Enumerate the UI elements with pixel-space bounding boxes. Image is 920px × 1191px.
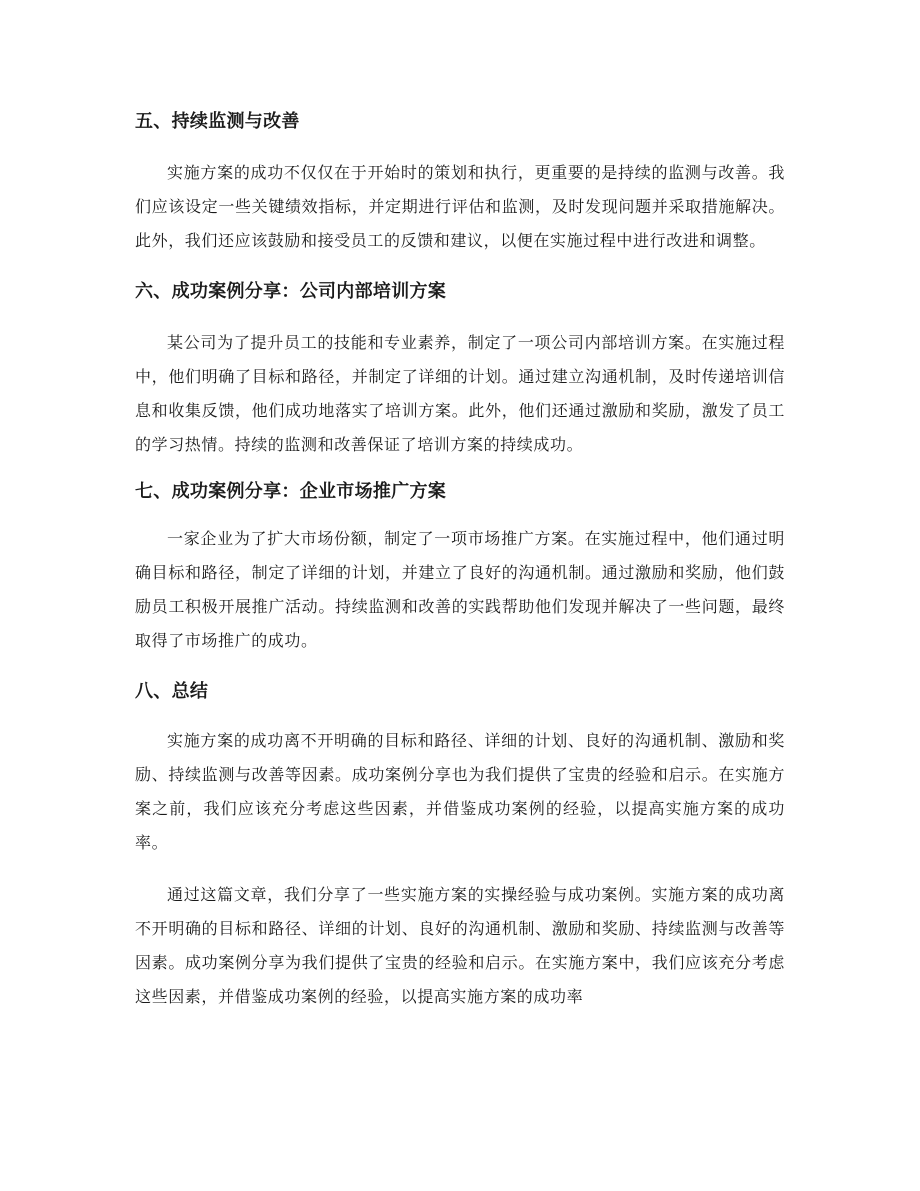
section-paragraph-5: 实施方案的成功不仅仅在于开始时的策划和执行，更重要的是持续的监测与改善。我们应该设定一些关键绩效指标，并定期进行评估和监测，及时发现问题并采取措施解决。此外，我们还应该鼓励和接受员工的反馈和建议，以便在实施过程中进行改进和调整。 — [135, 163, 785, 250]
section-heading-6: 六、成功案例分享：公司内部培训方案 — [135, 281, 447, 302]
section-paragraph-6: 某公司为了提升员工的技能和专业素养，制定了一项公司内部培训方案。在实施过程中，他们明确了目标和路径，并制定了详细的计划。通过建立沟通机制，及时传递培训信息和收集反馈，他们成功地落实了培训方案。此外，他们还通过激励和奖励，激发了员工的学习热情。持续的监测和改善保证了培训方案的持续成功。 — [135, 333, 785, 454]
summary-paragraph-1: 实施方案的成功离不开明确的目标和路径、详细的计划、良好的沟通机制、激励和奖励、持续监测与改善等因素。成功案例分享也为我们提供了宝贵的经验和启示。在实施方案之前，我们应该充分考虑这些因素，并借鉴成功案例的经验，以提高实施方案的成功率。 — [135, 731, 785, 852]
section-heading-5: 五、持续监测与改善 — [135, 111, 300, 132]
section-heading-8: 八、总结 — [135, 681, 209, 702]
section-paragraph-7: 一家企业为了扩大市场份额，制定了一项市场推广方案。在实施过程中，他们通过明确目标和路径，制定了详细的计划，并建立了良好的沟通机制。通过激励和奖励，他们鼓励员工积极开展推广活动。持续监测和改善的实践帮助他们发现并解决了一些问题，最终取得了市场推广的成功。 — [135, 529, 785, 650]
summary-paragraph-2: 通过这篇文章，我们分享了一些实施方案的实操经验与成功案例。实施方案的成功离不开明确的目标和路径、详细的计划、良好的沟通机制、激励和奖励、持续监测与改善等因素。成功案例分享为我们提供了宝贵的经验和启示。在实施方案中，我们应该充分考虑这些因素，并借鉴成功案例的经验，以提高实施方案的成功率 — [135, 885, 785, 1006]
section-heading-7: 七、成功案例分享：企业市场推广方案 — [135, 481, 447, 502]
